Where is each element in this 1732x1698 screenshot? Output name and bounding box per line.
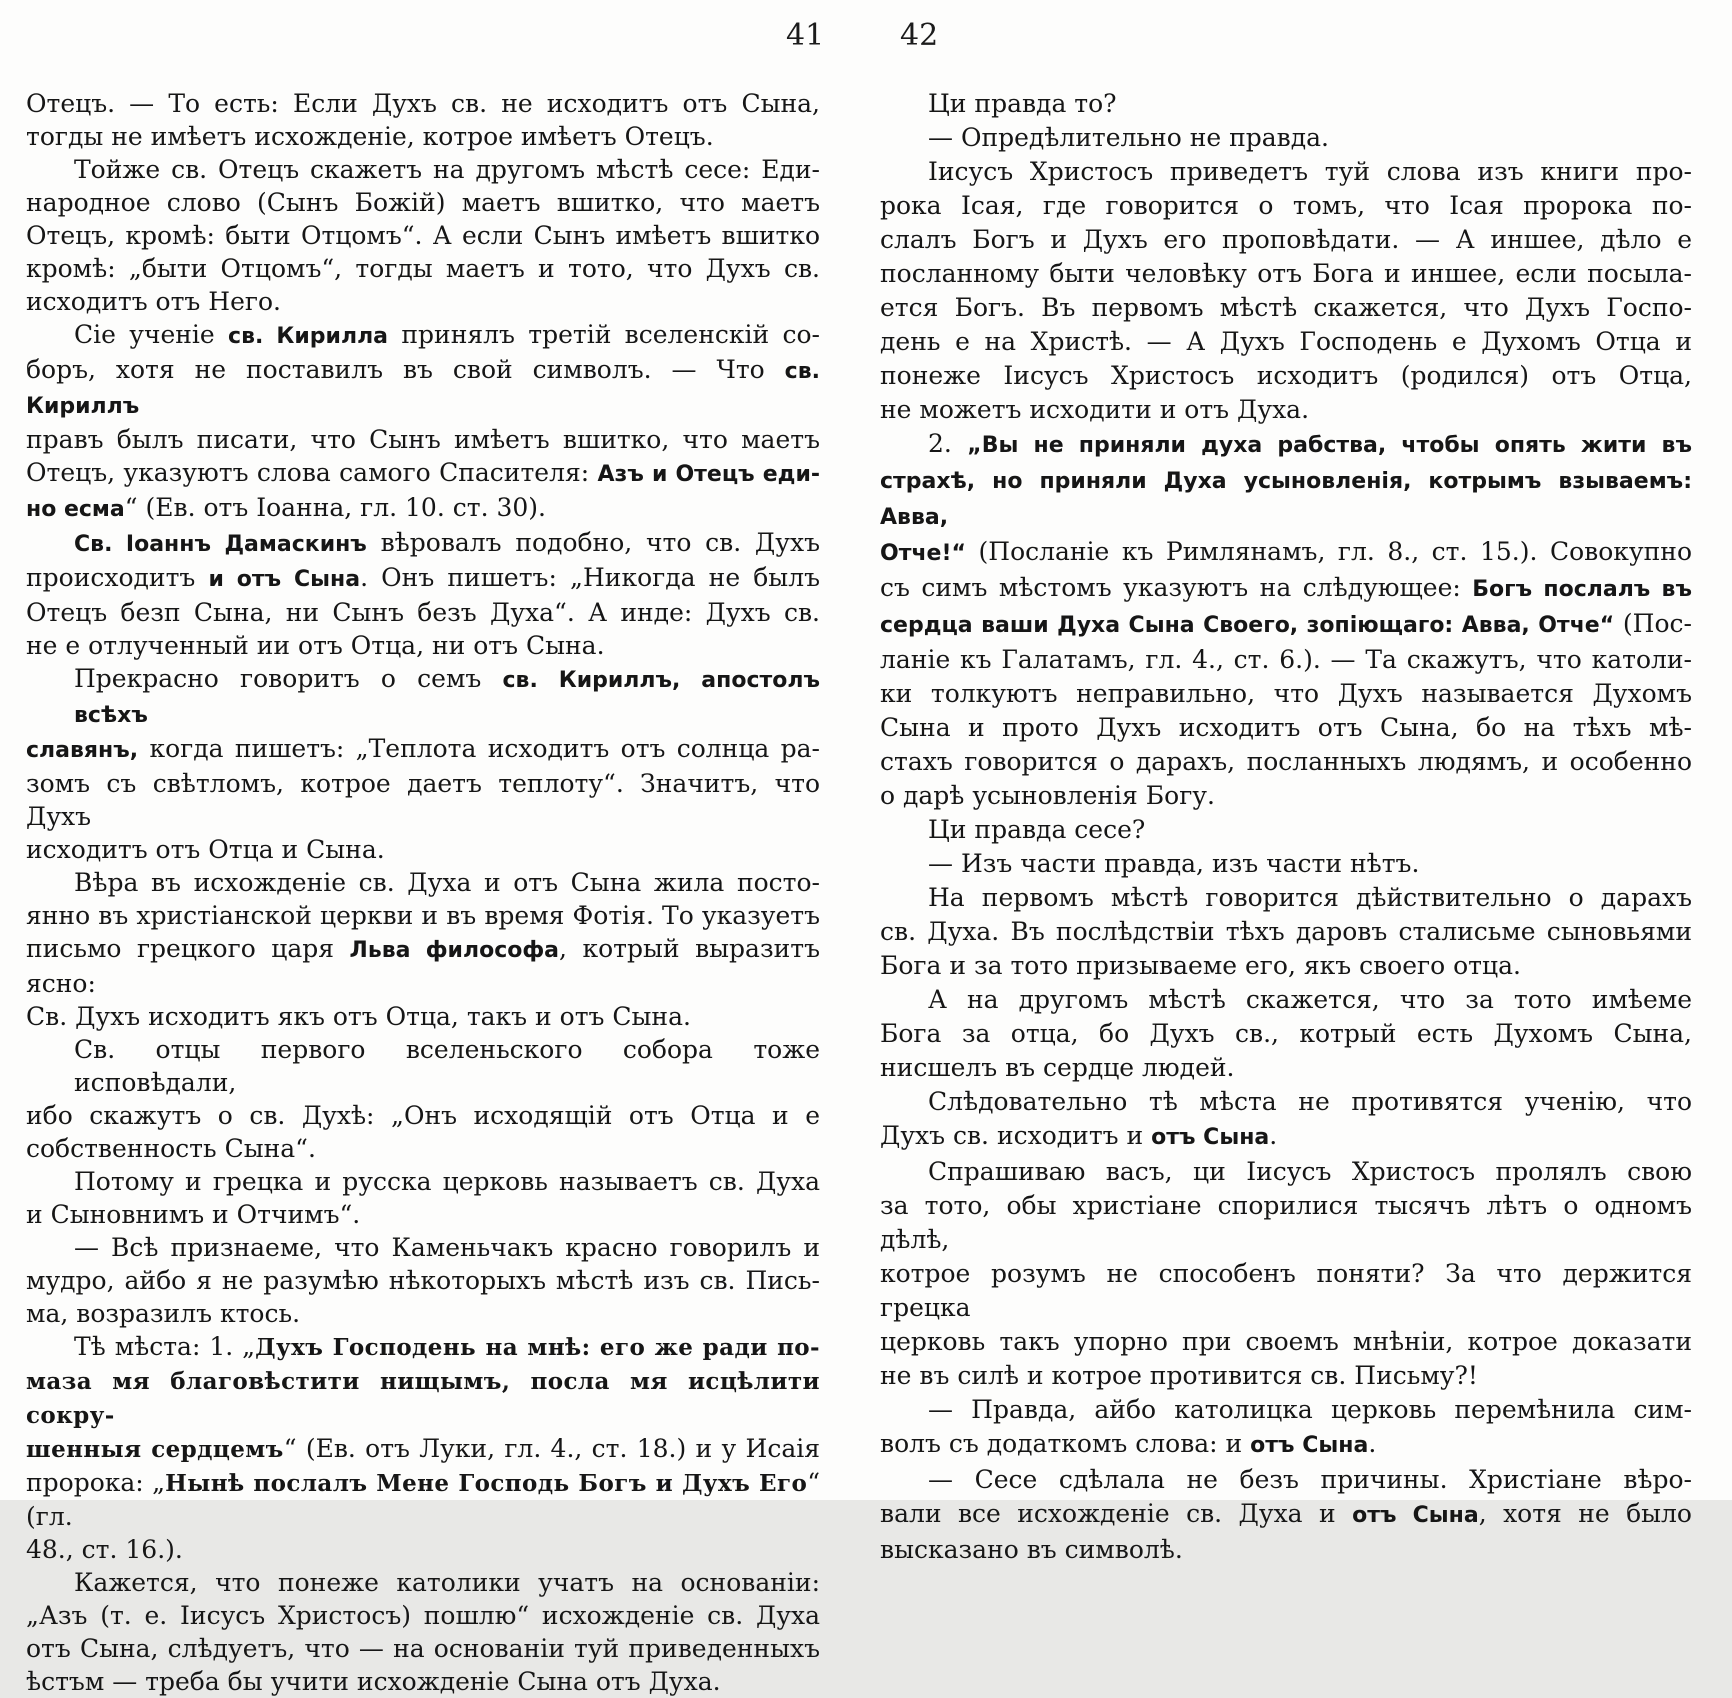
text-run-bold: Св. Іоаннъ Дамаскинъ — [74, 532, 367, 557]
text-line — [880, 1051, 1692, 1085]
text-line — [880, 1189, 1692, 1257]
text-line — [880, 1085, 1692, 1119]
text-line — [26, 252, 820, 285]
paragraph — [880, 813, 1692, 847]
text-line — [26, 662, 820, 732]
text-run-normal: вѣровалъ подобно, что св. Духъ — [366, 528, 820, 557]
text-run-normal: письмо грецкого царя — [26, 934, 350, 963]
paragraph — [880, 1085, 1692, 1155]
text-run-normal: ланіе къ Галатамъ, гл. 4., ст. 6.). — Та скажутъ, что католи- — [880, 645, 1692, 674]
text-run-normal: о дарѣ усыновленія Богу. — [880, 781, 1215, 810]
paragraph — [880, 983, 1692, 1085]
text-line — [880, 813, 1692, 847]
text-line — [880, 571, 1692, 607]
text-run-normal: котрое розумъ не способенъ поняти? За что держится грецка — [880, 1259, 1692, 1322]
page-42-text-column — [880, 87, 1692, 1567]
text-run-normal: Отецъ. — То есть: Если Духъ св. не исходитъ отъ Сына, — [26, 89, 820, 118]
text-line — [26, 285, 820, 318]
text-run-normal: На первомъ мѣстѣ говорится дѣйствительно о дарахъ — [928, 883, 1692, 912]
text-run-normal: ѣстъм — треба бы учити исхожденіе Сына отъ Духа. — [26, 1667, 721, 1696]
text-run-normal: народное слово (Сынъ Божій) маетъ вшитко, что маетъ — [26, 188, 820, 217]
text-line — [26, 120, 820, 153]
text-run-bold: но есма — [26, 497, 125, 522]
text-run-normal: ма, возразилъ ктось. — [26, 1299, 301, 1328]
text-run-normal: . — [1368, 1429, 1377, 1458]
text-run-bold: сердца ваши Духа Сына Своего, зопіющаго: Авва, Отче“ — [880, 613, 1615, 638]
text-line — [880, 1427, 1692, 1463]
text-line — [26, 1364, 820, 1432]
text-line — [26, 1632, 820, 1665]
text-run-normal: пророка: „ — [26, 1468, 166, 1497]
text-line — [26, 423, 820, 456]
text-line — [26, 1165, 820, 1198]
text-line — [26, 833, 820, 866]
text-line — [880, 1359, 1692, 1393]
text-run-normal: тогды не имѣетъ исхожденіе, котрое имѣетъ Отецъ. — [26, 122, 714, 151]
text-run-normal: мудро, айбо я не разумѣю нѣкоторыхъ мѣстѣ изъ св. Пись- — [26, 1266, 820, 1295]
text-run-normal: , котрый выразитъ ясно: — [26, 934, 820, 998]
text-run-bold: отъ Сына — [1151, 1125, 1270, 1150]
text-line — [880, 189, 1692, 223]
text-line — [880, 1017, 1692, 1051]
text-run-normal: день е на Христѣ. — А Духъ Господень е Духомъ Отца и — [880, 327, 1692, 356]
paragraph — [26, 1231, 820, 1330]
text-run-normal: слалъ Богъ и Духъ его проповѣдати. — А иншее, дѣло е — [880, 225, 1692, 254]
paragraph — [26, 866, 820, 1033]
text-run-normal: — Сесе сдѣлала не безъ причины. Христіане вѣро- — [928, 1465, 1692, 1494]
text-line — [880, 983, 1692, 1017]
text-run-normal: Вѣра въ исхожденіе св. Духа и отъ Сына жила посто- — [74, 868, 820, 897]
paragraph — [26, 662, 820, 866]
paragraph — [880, 87, 1692, 121]
text-run-normal: Отецъ безп Сына, ни Сынъ безъ Духа“. А инде: Духъ св. — [26, 598, 820, 627]
text-line — [26, 153, 820, 186]
text-line — [26, 87, 820, 120]
paragraph — [880, 1393, 1692, 1463]
page-number-left: 41 — [786, 18, 825, 53]
text-run-normal: волъ съ додаткомъ слова: и — [880, 1429, 1251, 1458]
text-run-normal: „Азъ (т. е. Іисусъ Христосъ) пошлю“ исхожденіе св. Духа — [26, 1601, 820, 1630]
text-run-bold: Богъ послалъ въ — [1472, 577, 1692, 602]
text-run-normal: Спрашиваю васъ, ци Іисусъ Христосъ пролялъ свою — [928, 1157, 1692, 1186]
text-run-normal: янно въ христіанской церкви и въ время Фотія. То указуетъ — [26, 901, 820, 930]
text-run-normal: Ци правда то? — [928, 89, 1117, 118]
paragraph — [26, 526, 820, 662]
text-line — [26, 1231, 820, 1264]
text-run-normal: 48., ст. 16.). — [26, 1535, 183, 1564]
text-run-normal: (Пос- — [1614, 609, 1692, 638]
text-line — [880, 881, 1692, 915]
paragraph — [26, 153, 820, 318]
text-run-normal: 2. — [928, 429, 968, 458]
text-line — [880, 1497, 1692, 1533]
text-line — [880, 427, 1692, 463]
paragraph — [26, 318, 820, 526]
text-run-normal: Слѣдовательно тѣ мѣста не противятся ученію, что — [928, 1087, 1692, 1116]
text-run-normal: отъ Сына, слѣдуетъ, что — на основаніи туй приведенныхъ — [26, 1634, 820, 1663]
text-run-normal: — Правда, айбо католицка церковь перемѣнила сим- — [928, 1395, 1692, 1424]
text-run-normal: собственность Сына“. — [26, 1134, 316, 1163]
text-run-normal: Отецъ, кромѣ: быти Отцомъ“. А если Сынъ имѣетъ вшитко — [26, 221, 820, 250]
text-run-normal: Духъ св. исходитъ и — [880, 1121, 1152, 1150]
paragraph — [26, 1165, 820, 1231]
text-run-normal: св. Духа. Въ послѣдствіи тѣхъ даровъ сталисьме сыновьями — [880, 917, 1692, 946]
text-line — [880, 711, 1692, 745]
text-line — [880, 847, 1692, 881]
paragraph — [880, 121, 1692, 155]
text-line — [880, 1325, 1692, 1359]
paragraph — [880, 427, 1692, 813]
text-line — [26, 767, 820, 833]
text-line — [880, 1533, 1692, 1567]
text-run-normal: происходитъ — [26, 563, 209, 592]
text-line — [26, 456, 820, 491]
text-run-bold: св. Кириллъ — [26, 359, 820, 419]
text-run-normal: высказано въ символѣ. — [880, 1535, 1183, 1564]
text-line — [880, 607, 1692, 643]
text-line — [880, 1155, 1692, 1189]
text-run-normal: “ (Ев. отъ Луки, гл. 4., ст. 18.) и у Исаія — [283, 1434, 821, 1463]
text-line — [880, 745, 1692, 779]
text-line — [880, 1463, 1692, 1497]
text-run-slavonic: Духъ Господень на мнѣ: его же ради по- — [255, 1334, 820, 1361]
text-run-normal: не въ силѣ и котрое противится св. Письму?! — [880, 1361, 1478, 1390]
page-41-text-column — [26, 87, 820, 1698]
text-line — [26, 1432, 820, 1466]
text-run-normal: когда пишетъ: „Теплота исходитъ отъ солнца ра- — [138, 734, 820, 763]
text-run-normal: А на другомъ мѣстѣ скажется, что за тото имѣеме — [928, 985, 1692, 1014]
text-line — [880, 949, 1692, 983]
text-line — [26, 526, 820, 561]
text-run-slavonic: Нынѣ послалъ Мене Господь Богъ и Духъ Его — [165, 1470, 808, 1497]
text-line — [880, 643, 1692, 677]
text-run-normal: за тото, обы христіане спорилися тысячъ лѣтъ о одномъ дѣлѣ, — [880, 1191, 1692, 1254]
text-run-bold: славянъ, — [26, 738, 139, 763]
text-line — [880, 121, 1692, 155]
text-line — [26, 186, 820, 219]
text-run-normal: понеже Іисусъ Христосъ исходитъ (родился) отъ Отца, — [880, 361, 1692, 390]
text-run-normal: Іисусъ Христосъ приведетъ туй слова изъ книги про- — [928, 157, 1692, 186]
text-run-normal: Кажется, что понеже католики учатъ на основаніи: — [74, 1568, 820, 1597]
text-run-normal: Прекрасно говоритъ о семъ — [74, 664, 503, 693]
text-run-normal: Тѣ мѣста: 1. „ — [74, 1332, 256, 1361]
text-line — [880, 1119, 1692, 1155]
text-run-normal: Бога за отца, бо Духъ св., котрый есть Духомъ Сына, — [880, 1019, 1692, 1048]
text-run-normal: зомъ съ свѣтломъ, котрое даетъ теплоту“. Значитъ, что Духъ — [26, 769, 820, 831]
text-run-normal: Св. отцы первого вселеньского собора тоже исповѣдали, — [74, 1035, 820, 1097]
text-run-normal: . Онъ пишетъ: „Никогда не былъ — [360, 563, 820, 592]
text-line — [26, 1033, 820, 1099]
text-run-bold: Льва философа — [349, 938, 560, 963]
paragraph — [880, 881, 1692, 983]
paragraph — [26, 1330, 820, 1566]
text-run-normal: — Всѣ признаеме, что Каменьчакъ красно говорилъ и — [74, 1233, 820, 1262]
text-line — [26, 899, 820, 932]
text-run-normal: Бога и за тото призываеме его, якъ своего отца. — [880, 951, 1521, 980]
text-line — [26, 1297, 820, 1330]
paragraph — [26, 1033, 820, 1165]
text-run-normal: правъ былъ писати, что Сынъ имѣетъ вшитко, что маетъ — [26, 425, 820, 454]
text-run-bold: св. Кириллъ, апостолъ всѣхъ — [74, 668, 820, 728]
text-run-normal: “ (Ев. отъ Іоанна, гл. 10. ст. 30). — [124, 493, 546, 522]
text-run-bold: и отъ Сына — [208, 567, 361, 592]
text-run-normal: Сіе ученіе — [74, 320, 229, 349]
text-line — [26, 1000, 820, 1033]
paragraph — [880, 847, 1692, 881]
text-run-normal: . — [1269, 1121, 1278, 1150]
text-run-normal: стахъ говорится о дарахъ, посланныхъ людямъ, и особенно — [880, 747, 1692, 776]
text-run-normal: ется Богъ. Въ первомъ мѣстѣ скажется, что Духъ Госпо- — [880, 293, 1692, 322]
text-run-bold: „Вы не приняли духа рабства, чтобы опять жити въ — [967, 433, 1692, 458]
text-run-normal: не е отлученный ии отъ Отца, ни отъ Сына. — [26, 631, 605, 660]
text-run-normal: Св. Духъ исходитъ якъ отъ Отца, такъ и отъ Сына. — [26, 1002, 691, 1031]
text-line — [880, 87, 1692, 121]
text-line — [26, 1264, 820, 1297]
text-run-normal: не можетъ исходити и отъ Духа. — [880, 395, 1310, 424]
text-line — [880, 463, 1692, 535]
text-run-normal: Отецъ, указуютъ слова самого Спасителя: — [26, 458, 598, 487]
paragraph — [26, 87, 820, 153]
text-line — [26, 1330, 820, 1364]
text-run-normal: исходитъ отъ Отца и Сына. — [26, 835, 385, 864]
text-run-normal: Тойже св. Отецъ скажетъ на другомъ мѣстѣ сесе: Еди- — [74, 155, 820, 184]
text-run-normal: ибо скажутъ о св. Духѣ: „Онъ исходящій отъ Отца и е — [26, 1101, 820, 1130]
text-line — [26, 353, 820, 423]
text-run-normal: рока Ісая, где говорится о томъ, что Ісая пророка по- — [880, 191, 1692, 220]
text-line — [26, 596, 820, 629]
text-line — [26, 1099, 820, 1132]
text-run-bold: Азъ и Отецъ еди- — [597, 462, 820, 487]
text-run-normal: кромѣ: „быти Отцомъ“, тогды маетъ и тото, что Духъ св. — [26, 254, 820, 283]
text-line — [880, 359, 1692, 393]
text-run-normal: церковь такъ упорно при своемъ мнѣніи, котрое доказати — [880, 1327, 1692, 1356]
paragraph — [880, 1463, 1692, 1567]
text-line — [880, 535, 1692, 571]
text-line — [880, 1257, 1692, 1325]
text-line — [26, 1566, 820, 1599]
text-line — [880, 155, 1692, 189]
text-run-normal: , хотя не было — [1478, 1499, 1692, 1528]
text-line — [26, 318, 820, 353]
text-run-slavonic: маза мя благовѣстити нищымъ, посла мя исцѣлити сокру- — [26, 1368, 820, 1429]
text-line — [26, 932, 820, 1000]
text-line — [26, 561, 820, 596]
text-line — [880, 291, 1692, 325]
text-line — [26, 1132, 820, 1165]
text-line — [26, 629, 820, 662]
paragraph — [26, 1566, 820, 1698]
text-run-slavonic: шенныя сердцемъ — [26, 1436, 284, 1463]
text-line — [26, 866, 820, 899]
text-run-normal: (Посланіе къ Римлянамъ, гл. 8., ст. 15.). Совокупно — [965, 537, 1692, 566]
text-line — [26, 219, 820, 252]
text-run-normal: Ци правда сесе? — [928, 815, 1146, 844]
paragraph — [880, 155, 1692, 427]
text-run-normal: посланному быти человѣку отъ Бога и иншее, если посыла- — [880, 259, 1692, 288]
text-run-bold: св. Кирилла — [228, 324, 389, 349]
text-run-normal: — Изъ части правда, изъ части нѣтъ. — [928, 849, 1420, 878]
text-line — [26, 491, 820, 526]
text-run-normal: и Сыновнимъ и Отчимъ“. — [26, 1200, 361, 1229]
text-line — [26, 1599, 820, 1632]
text-run-normal: — Опредѣлительно не правда. — [928, 123, 1329, 152]
text-line — [880, 257, 1692, 291]
text-run-normal: съ симъ мѣстомъ указуютъ на слѣдующее: — [880, 573, 1473, 602]
text-line — [880, 677, 1692, 711]
text-line — [26, 732, 820, 767]
paragraph — [880, 1155, 1692, 1393]
text-run-normal: Потому и грецка и русска церковь называетъ св. Духа — [74, 1167, 820, 1196]
text-run-normal: ки толкуютъ неправильно, что Духъ называется Духомъ — [880, 679, 1692, 708]
text-line — [26, 1533, 820, 1566]
text-run-normal: боръ, хотя не поставилъ въ свой символъ. — Что — [26, 355, 785, 384]
text-line — [880, 223, 1692, 257]
text-run-normal: вали все исхожденіе св. Духа и — [880, 1499, 1353, 1528]
text-run-normal: нисшелъ въ сердце людей. — [880, 1053, 1235, 1082]
text-run-bold: отъ Сына — [1250, 1433, 1369, 1458]
text-line — [26, 1466, 820, 1533]
text-line — [880, 1393, 1692, 1427]
text-run-normal: принялъ третій вселенскій со- — [388, 320, 820, 349]
page-number-right: 42 — [900, 18, 939, 53]
text-run-bold: страхѣ, но приняли Духа усыновленія, котрымъ взываемъ: Авва, — [880, 469, 1692, 530]
text-run-bold: отъ Сына — [1352, 1503, 1479, 1528]
text-line — [880, 325, 1692, 359]
text-line — [880, 915, 1692, 949]
text-run-normal: исходитъ отъ Него. — [26, 287, 281, 316]
text-line — [26, 1665, 820, 1698]
text-line — [26, 1198, 820, 1231]
text-line — [880, 779, 1692, 813]
text-run-normal: Сына и прото Духъ исходитъ отъ Сына, бо на тѣхъ мѣ- — [880, 713, 1692, 742]
text-run-normal: “ (гл. — [26, 1468, 820, 1531]
text-run-bold: Отче!“ — [880, 541, 966, 566]
text-line — [880, 393, 1692, 427]
